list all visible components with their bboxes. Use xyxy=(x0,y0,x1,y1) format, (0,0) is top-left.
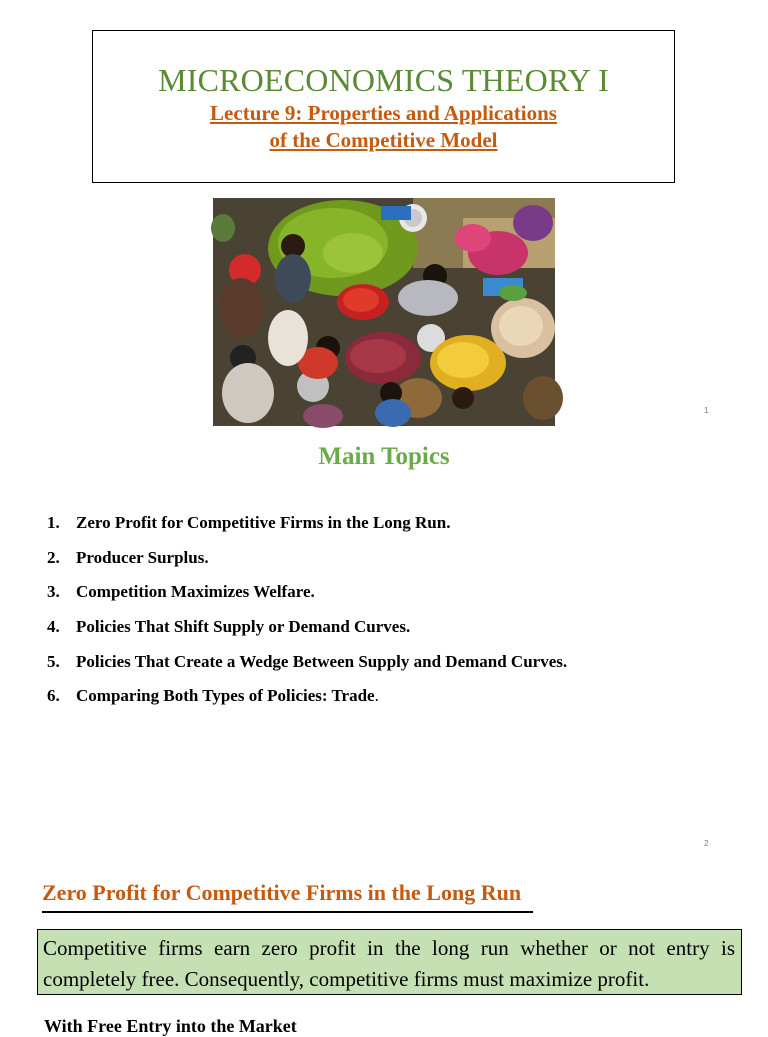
topic-item xyxy=(47,582,567,617)
heading-underline-rule xyxy=(42,911,533,913)
topic-text: Policies That Shift Supply or Demand Curves. xyxy=(76,617,411,637)
topic-number: 6. xyxy=(47,686,60,706)
topic-item xyxy=(47,686,567,721)
title-box xyxy=(92,30,675,183)
topic-text: Competition Maximizes Welfare. xyxy=(76,582,315,602)
page-number-2: 2 xyxy=(704,839,709,848)
topic-item xyxy=(47,617,567,652)
topic-text: Zero Profit for Competitive Firms in the Long Run. xyxy=(76,513,451,532)
subheading-partial: With Free Entry into the Market xyxy=(44,1016,297,1036)
topic-number: 2. xyxy=(47,547,60,567)
topic-number: 4. xyxy=(47,617,60,637)
topic-item xyxy=(47,513,567,548)
topic-number: 5. xyxy=(47,651,60,671)
topics-list xyxy=(47,513,567,721)
topic-text: Comparing Both Types of Policies: Trade xyxy=(76,686,375,706)
topic-item xyxy=(47,652,567,687)
topic-text: Policies That Create a Wedge Between Supply and Demand Curves. xyxy=(76,651,568,671)
topic-number: 1. xyxy=(47,513,60,532)
market-photo xyxy=(213,198,555,426)
subtitle-line-1: Lecture 9: Properties and Applications xyxy=(210,101,557,125)
definition-box: Competitive firms earn zero profit in the long run whether or not entry is completely free. Consequently, competitive firms must maximize profit. xyxy=(37,929,742,995)
main-topics-heading: Main Topics xyxy=(318,443,450,470)
topic-number: 3. xyxy=(47,582,60,602)
topic-text: Producer Surplus. xyxy=(76,547,209,567)
topic-suffix: . xyxy=(374,686,379,706)
course-title: MICROECONOMICS THEORY I xyxy=(158,62,609,98)
topic-item xyxy=(47,548,567,583)
section-heading: Zero Profit for Competitive Firms in the Long Run xyxy=(42,880,522,905)
page-number-1: 1 xyxy=(704,406,709,415)
lecture-subtitle xyxy=(93,100,674,154)
subtitle-line-2: of the Competitive Model xyxy=(269,128,498,152)
